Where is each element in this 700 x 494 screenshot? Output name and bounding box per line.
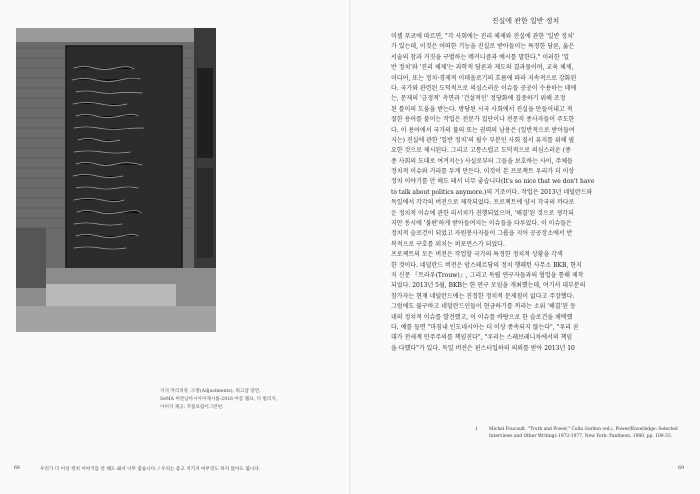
footnote-line: Michel Foucault, "Truth and Power," Colin Gordon (ed.), Power/Knowledge: Selected — [489, 427, 678, 432]
chalkboard-photo — [16, 28, 216, 332]
body-line: 는, 문제의 '긍정적' 측면과 '건설적인' 정당화에 집중하기 위해 조정 — [391, 95, 566, 103]
body-line: to talk about politics anymore.)의 기조이다. 작업은 2013년 네덜란드와 — [391, 188, 593, 196]
page-number-left: 68 — [14, 466, 20, 471]
body-line: 대가 전세계 민주주의를 책임진다", "우리는 스레브레니차에서의 책임 — [391, 334, 573, 342]
footnote-number: 1 — [475, 427, 478, 432]
body-line: 복적으로 구호를 외치는 퍼포먼스가 되었다. — [391, 240, 505, 248]
page-number-right: 69 — [678, 466, 684, 471]
chalkboard-photo-icon — [16, 28, 216, 332]
body-line: 한 것이다. 네덜란드 버전은 암스테르담의 정치 행패턴 사무소 BKB, 현지 — [391, 261, 582, 269]
right-page — [351, 0, 700, 494]
body-line: 다. 예를 들면 "마침내 인도네시아는 더 이상 종속되지 않는다", "우리 곧 — [391, 323, 579, 331]
footnote — [475, 426, 689, 440]
caption-line: 이미지 제공: 작품보람이그란펀. — [160, 405, 224, 410]
body-line: 미디어, 또는 정치·경제적 이데올로기의 흐름에 따라 지속적으로 강화된 — [391, 74, 577, 82]
footnote-line: Interviews and Other Writings 1972-1977, New York: Pantheon, 1980, pp. 109-33. — [489, 434, 673, 440]
body-line: 을 다했다"가 있다. 독일 버전은 핀스터입하의 의뢰를 받아 2013년 10 — [391, 344, 575, 352]
photo-caption — [160, 388, 320, 412]
body-line: 되었다. 2013년 5월, BKB는 한 연구 모임을 개최했는데, 여기서 대부분의 — [391, 282, 586, 290]
body-line: 지는) 진실에 관한 '일반 정치'의 필수 부분인 사회 질서 유지를 위해 필 — [391, 136, 575, 144]
body-line: 반 정치'와 '진리 체제'는 과학적 담론과 제도의 결과물이며, 교육 체제, — [391, 64, 574, 72]
body-line: 운 정치적 이슈에 관한 리서치가 진행되었으며, '해결'된 것으로 생각되 — [391, 209, 574, 217]
body-text — [391, 32, 683, 354]
body-line: 지 신문 『트라우(Trouw)』, 그리고 독립 연구자들과의 협업을 통해 제작 — [391, 271, 584, 279]
body-line: 다. 이 용어에서 국가의 불의 또는 권력의 남용은 (일반적으로 받아들여 — [391, 126, 575, 134]
body-line: 미셸 푸코에 따르면, "각 사회에는 진리 체제와 진실에 관한 '일반 정치' — [391, 33, 575, 40]
body-line: 참가자는 현재 네덜란드에는 진정한 정치적 문제점이 없다고 주장했다. — [391, 292, 575, 300]
body-line: 종 사회의 도대로 여겨지는) 사실로부터 그들을 보호하는 사이, 주체들 — [391, 157, 573, 165]
body-line: 된 틀이의 도움을 받는다. 방당된 시국 사회에서 진실을 만들어내고 적 — [391, 105, 573, 113]
body-line: 다. 국가와 관련된 도덕적으로 의심스러운 이슈들 공공이 수용하는 데에 — [391, 84, 577, 92]
body-line: 서술의 참과 거짓을 구별하는 메커니즘과 예시를 말한다." 이러한 '일 — [391, 53, 570, 61]
body-line: 네의 정치적 이슈를 발견했고, 이 이슈를 바탕으로 한 슬로건을 채택했 — [391, 313, 573, 321]
body-line: 정치적 이슈와 거리를 두게 만든다. 이것이 본 프로젝트 우리가 더 이상 — [391, 168, 575, 176]
caption-line: 지석 까리치쥬, 소망(Adjustments), 워크샵 장면, — [160, 389, 261, 394]
running-head: 우리가 더 이상 정치 이야기를 안 해도 돼서 너무 좋습니다. / 우리는 좋고 지키지 마무것도 하지 않아도 됩니다. — [40, 467, 261, 472]
body-line: 독일에서 각각의 버전으로 제작되었다. 프로젝트에 양시 각국의 까다로 — [391, 199, 575, 207]
body-line: 지만 동시에 '불편'하게 받아들여지는 이슈들을 다루었다. 이 이슈들은 — [391, 220, 572, 228]
chapter-title: 진실에 관한 일반 정치 — [491, 17, 560, 25]
body-line: 요한 것으로 제시된다. 그리고 고통스럽고 도덕적으로 의심스러운 (종 — [391, 147, 571, 155]
body-line: 가 있는데, 이것은 어떠한 기능을 진실로 받아들이는 특정한 담론, 옳은 — [391, 43, 575, 51]
caption-line: SeMA 미번남아시아미제시룹-2016 여름 웹프, 더 빌리지, — [160, 397, 278, 402]
body-line: 정치적 슬로건이 되었고 자원봉사자들이 그룹을 지어 공공장소에서 반 — [391, 230, 573, 238]
body-line: 그럼에도 불구하고 네덜란드인들이 현금하기를 꺼리는 소위 '해결'된 동 — [391, 303, 576, 311]
body-line: 절한 용어를 붙이는 작업은 전문가 집단이나 전문직 종사자들이 주도한 — [391, 116, 575, 124]
body-line: 정치 이야기를 안 해도 돼서 너무 좋습니다(It's so nice that we don't have — [391, 178, 595, 186]
body-line: 프로젝트의 모든 버전은 작업할 국가의 특정한 정치적 상황을 각색 — [391, 251, 563, 259]
